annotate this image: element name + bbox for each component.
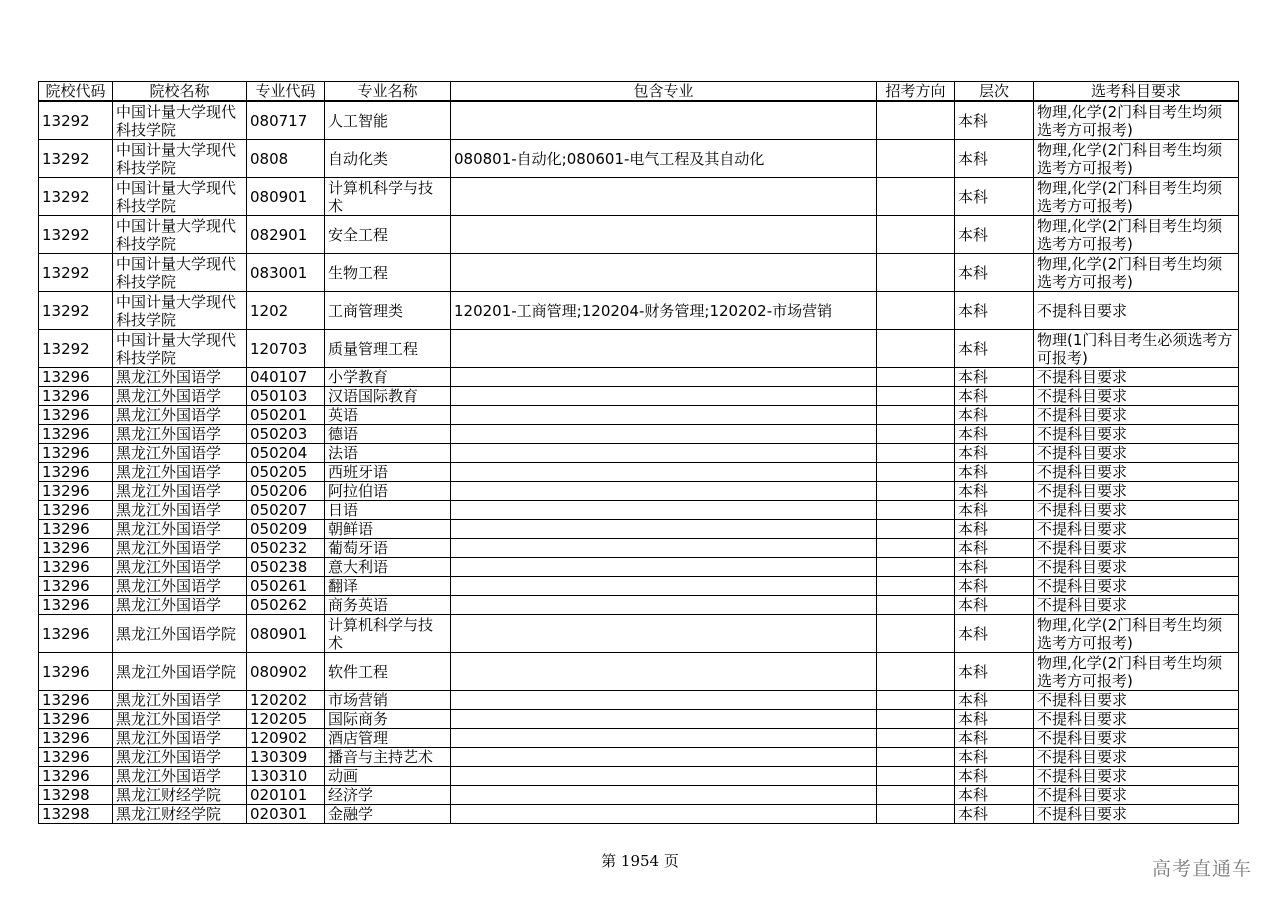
cell-major-code: 080717 (247, 101, 325, 140)
table-row (39, 444, 1239, 463)
cell-major-name: 生物工程 (325, 254, 451, 292)
cell-included-majors (451, 425, 877, 444)
cell-major-name: 小学教育 (325, 368, 451, 387)
table-row (39, 368, 1239, 387)
cell-major-name: 计算机科学与技术 (325, 615, 451, 653)
cell-direction (877, 539, 955, 558)
cell-subject-requirement: 物理,化学(2门科目考生均须选考方可报考) (1034, 101, 1239, 140)
cell-school-code: 13296 (39, 691, 113, 710)
cell-direction (877, 691, 955, 710)
cell-level: 本科 (955, 596, 1034, 615)
cell-school-code: 13296 (39, 444, 113, 463)
cell-level: 本科 (955, 330, 1034, 368)
table-row (39, 178, 1239, 216)
header-level: 层次 (955, 82, 1034, 102)
cell-level: 本科 (955, 368, 1034, 387)
cell-direction (877, 368, 955, 387)
cell-major-code: 050209 (247, 520, 325, 539)
cell-major-code: 082901 (247, 216, 325, 254)
cell-school-name: 黑龙江外国语学 (113, 558, 247, 577)
cell-school-name: 黑龙江财经学院 (113, 805, 247, 824)
cell-school-name: 黑龙江外国语学 (113, 501, 247, 520)
cell-school-name: 黑龙江外国语学 (113, 577, 247, 596)
cell-school-code: 13296 (39, 710, 113, 729)
cell-level: 本科 (955, 254, 1034, 292)
cell-direction (877, 330, 955, 368)
table-row (39, 748, 1239, 767)
cell-major-name: 德语 (325, 425, 451, 444)
cell-school-code: 13296 (39, 596, 113, 615)
cell-major-code: 0808 (247, 140, 325, 178)
cell-school-code: 13298 (39, 805, 113, 824)
cell-subject-requirement: 不提科目要求 (1034, 387, 1239, 406)
cell-level: 本科 (955, 786, 1034, 805)
cell-subject-requirement: 不提科目要求 (1034, 767, 1239, 786)
table-row (39, 710, 1239, 729)
cell-subject-requirement: 物理(1门科目考生必须选考方可报考) (1034, 330, 1239, 368)
cell-major-code: 050207 (247, 501, 325, 520)
cell-subject-requirement: 不提科目要求 (1034, 292, 1239, 330)
cell-level: 本科 (955, 178, 1034, 216)
cell-included-majors (451, 368, 877, 387)
cell-direction (877, 767, 955, 786)
cell-major-code: 120703 (247, 330, 325, 368)
cell-direction (877, 178, 955, 216)
cell-level: 本科 (955, 748, 1034, 767)
cell-direction (877, 444, 955, 463)
table-row (39, 387, 1239, 406)
cell-school-code: 13296 (39, 653, 113, 691)
cell-included-majors (451, 558, 877, 577)
cell-school-code: 13296 (39, 368, 113, 387)
cell-level: 本科 (955, 482, 1034, 501)
cell-level: 本科 (955, 729, 1034, 748)
cell-included-majors: 120201-工商管理;120204-财务管理;120202-市场营销 (451, 292, 877, 330)
cell-major-code: 080902 (247, 653, 325, 691)
cell-major-name: 西班牙语 (325, 463, 451, 482)
cell-included-majors (451, 805, 877, 824)
cell-school-code: 13292 (39, 292, 113, 330)
cell-included-majors: 080801-自动化;080601-电气工程及其自动化 (451, 140, 877, 178)
cell-school-code: 13296 (39, 615, 113, 653)
cell-school-code: 13296 (39, 577, 113, 596)
cell-major-code: 050203 (247, 425, 325, 444)
cell-major-code: 130309 (247, 748, 325, 767)
cell-major-name: 葡萄牙语 (325, 539, 451, 558)
cell-major-name: 法语 (325, 444, 451, 463)
cell-subject-requirement: 不提科目要求 (1034, 444, 1239, 463)
table-row (39, 596, 1239, 615)
cell-major-code: 050206 (247, 482, 325, 501)
cell-subject-requirement: 物理,化学(2门科目考生均须选考方可报考) (1034, 653, 1239, 691)
cell-school-name: 黑龙江外国语学 (113, 444, 247, 463)
cell-school-code: 13292 (39, 178, 113, 216)
cell-direction (877, 558, 955, 577)
cell-direction (877, 140, 955, 178)
cell-major-name: 汉语国际教育 (325, 387, 451, 406)
table-row (39, 520, 1239, 539)
cell-direction (877, 463, 955, 482)
cell-school-code: 13292 (39, 216, 113, 254)
cell-school-name: 中国计量大学现代科技学院 (113, 216, 247, 254)
cell-school-name: 中国计量大学现代科技学院 (113, 140, 247, 178)
cell-subject-requirement: 物理,化学(2门科目考生均须选考方可报考) (1034, 178, 1239, 216)
cell-direction (877, 501, 955, 520)
cell-school-code: 13296 (39, 729, 113, 748)
header-major-code: 专业代码 (247, 82, 325, 102)
cell-included-majors (451, 786, 877, 805)
cell-major-name: 阿拉伯语 (325, 482, 451, 501)
cell-school-code: 13296 (39, 387, 113, 406)
table-row (39, 615, 1239, 653)
cell-school-code: 13296 (39, 463, 113, 482)
cell-included-majors (451, 216, 877, 254)
cell-level: 本科 (955, 101, 1034, 140)
cell-included-majors (451, 501, 877, 520)
cell-direction (877, 520, 955, 539)
cell-major-code: 083001 (247, 254, 325, 292)
cell-level: 本科 (955, 406, 1034, 425)
cell-subject-requirement: 不提科目要求 (1034, 596, 1239, 615)
cell-direction (877, 292, 955, 330)
cell-school-name: 黑龙江财经学院 (113, 786, 247, 805)
cell-school-name: 黑龙江外国语学院 (113, 653, 247, 691)
cell-major-code: 020101 (247, 786, 325, 805)
cell-subject-requirement: 物理,化学(2门科目考生均须选考方可报考) (1034, 254, 1239, 292)
cell-major-name: 动画 (325, 767, 451, 786)
header-subject-requirement: 选考科目要求 (1034, 82, 1239, 102)
cell-major-code: 050232 (247, 539, 325, 558)
cell-major-code: 050238 (247, 558, 325, 577)
cell-major-name: 软件工程 (325, 653, 451, 691)
cell-level: 本科 (955, 539, 1034, 558)
cell-major-name: 翻译 (325, 577, 451, 596)
cell-direction (877, 596, 955, 615)
cell-level: 本科 (955, 710, 1034, 729)
cell-major-name: 播音与主持艺术 (325, 748, 451, 767)
cell-major-code: 050261 (247, 577, 325, 596)
cell-major-code: 050262 (247, 596, 325, 615)
cell-subject-requirement: 不提科目要求 (1034, 520, 1239, 539)
cell-subject-requirement: 物理,化学(2门科目考生均须选考方可报考) (1034, 216, 1239, 254)
cell-school-name: 黑龙江外国语学 (113, 748, 247, 767)
cell-included-majors (451, 539, 877, 558)
cell-school-name: 黑龙江外国语学 (113, 767, 247, 786)
cell-major-code: 080901 (247, 178, 325, 216)
cell-major-code: 120205 (247, 710, 325, 729)
cell-subject-requirement: 不提科目要求 (1034, 482, 1239, 501)
cell-major-code: 020301 (247, 805, 325, 824)
cell-school-name: 黑龙江外国语学 (113, 710, 247, 729)
cell-major-code: 080901 (247, 615, 325, 653)
cell-school-code: 13296 (39, 406, 113, 425)
header-major-name: 专业名称 (325, 82, 451, 102)
cell-school-name: 黑龙江外国语学 (113, 387, 247, 406)
cell-school-name: 黑龙江外国语学 (113, 539, 247, 558)
watermark: 高考直通车 (1151, 858, 1252, 880)
cell-major-code: 1202 (247, 292, 325, 330)
cell-school-code: 13292 (39, 140, 113, 178)
cell-school-code: 13292 (39, 101, 113, 140)
table-row (39, 463, 1239, 482)
cell-school-name: 中国计量大学现代科技学院 (113, 178, 247, 216)
cell-direction (877, 710, 955, 729)
cell-school-name: 黑龙江外国语学 (113, 596, 247, 615)
cell-school-code: 13292 (39, 330, 113, 368)
cell-major-code: 050201 (247, 406, 325, 425)
cell-subject-requirement: 不提科目要求 (1034, 368, 1239, 387)
cell-level: 本科 (955, 577, 1034, 596)
cell-school-name: 黑龙江外国语学 (113, 463, 247, 482)
cell-level: 本科 (955, 558, 1034, 577)
cell-direction (877, 387, 955, 406)
cell-included-majors (451, 482, 877, 501)
cell-school-name: 中国计量大学现代科技学院 (113, 254, 247, 292)
cell-major-code: 040107 (247, 368, 325, 387)
cell-level: 本科 (955, 216, 1034, 254)
cell-included-majors (451, 691, 877, 710)
table-row (39, 406, 1239, 425)
cell-level: 本科 (955, 805, 1034, 824)
cell-major-code: 130310 (247, 767, 325, 786)
cell-major-name: 酒店管理 (325, 729, 451, 748)
cell-direction (877, 729, 955, 748)
cell-included-majors (451, 444, 877, 463)
page-number: 第 1954 页 (601, 852, 679, 870)
cell-subject-requirement: 不提科目要求 (1034, 425, 1239, 444)
cell-subject-requirement: 不提科目要求 (1034, 406, 1239, 425)
cell-level: 本科 (955, 653, 1034, 691)
cell-direction (877, 653, 955, 691)
cell-direction (877, 425, 955, 444)
cell-major-code: 120202 (247, 691, 325, 710)
cell-direction (877, 805, 955, 824)
cell-major-name: 商务英语 (325, 596, 451, 615)
table-row (39, 729, 1239, 748)
cell-school-name: 黑龙江外国语学 (113, 729, 247, 748)
cell-direction (877, 748, 955, 767)
cell-subject-requirement: 不提科目要求 (1034, 463, 1239, 482)
cell-direction (877, 615, 955, 653)
cell-school-code: 13298 (39, 786, 113, 805)
cell-subject-requirement: 物理,化学(2门科目考生均须选考方可报考) (1034, 615, 1239, 653)
cell-included-majors (451, 767, 877, 786)
cell-major-code: 050204 (247, 444, 325, 463)
cell-major-name: 经济学 (325, 786, 451, 805)
cell-subject-requirement: 不提科目要求 (1034, 558, 1239, 577)
cell-included-majors (451, 729, 877, 748)
cell-subject-requirement: 不提科目要求 (1034, 729, 1239, 748)
cell-included-majors (451, 406, 877, 425)
cell-included-majors (451, 653, 877, 691)
cell-school-name: 中国计量大学现代科技学院 (113, 292, 247, 330)
cell-school-name: 黑龙江外国语学院 (113, 615, 247, 653)
table-row (39, 292, 1239, 330)
cell-level: 本科 (955, 292, 1034, 330)
cell-major-name: 金融学 (325, 805, 451, 824)
cell-direction (877, 254, 955, 292)
cell-school-name: 黑龙江外国语学 (113, 406, 247, 425)
cell-school-name: 黑龙江外国语学 (113, 520, 247, 539)
cell-included-majors (451, 577, 877, 596)
header-school-name: 院校名称 (113, 82, 247, 102)
cell-included-majors (451, 463, 877, 482)
cell-included-majors (451, 520, 877, 539)
cell-level: 本科 (955, 501, 1034, 520)
table-row (39, 501, 1239, 520)
cell-direction (877, 216, 955, 254)
table-row (39, 425, 1239, 444)
cell-major-name: 市场营销 (325, 691, 451, 710)
cell-subject-requirement: 物理,化学(2门科目考生均须选考方可报考) (1034, 140, 1239, 178)
cell-level: 本科 (955, 767, 1034, 786)
cell-school-name: 黑龙江外国语学 (113, 425, 247, 444)
cell-major-name: 国际商务 (325, 710, 451, 729)
cell-school-code: 13292 (39, 254, 113, 292)
table-row (39, 140, 1239, 178)
cell-level: 本科 (955, 387, 1034, 406)
table-row (39, 330, 1239, 368)
cell-major-name: 英语 (325, 406, 451, 425)
cell-subject-requirement: 不提科目要求 (1034, 748, 1239, 767)
cell-level: 本科 (955, 520, 1034, 539)
cell-subject-requirement: 不提科目要求 (1034, 539, 1239, 558)
cell-major-code: 120902 (247, 729, 325, 748)
header-row (39, 82, 1239, 102)
cell-school-code: 13296 (39, 501, 113, 520)
cell-major-name: 自动化类 (325, 140, 451, 178)
cell-school-name: 中国计量大学现代科技学院 (113, 101, 247, 140)
table-header (39, 82, 1239, 102)
table-row (39, 539, 1239, 558)
cell-school-name: 黑龙江外国语学 (113, 482, 247, 501)
cell-major-name: 安全工程 (325, 216, 451, 254)
table-row (39, 691, 1239, 710)
table-row (39, 767, 1239, 786)
cell-direction (877, 482, 955, 501)
cell-major-name: 质量管理工程 (325, 330, 451, 368)
cell-major-name: 朝鲜语 (325, 520, 451, 539)
cell-included-majors (451, 254, 877, 292)
cell-school-name: 黑龙江外国语学 (113, 691, 247, 710)
cell-subject-requirement: 不提科目要求 (1034, 786, 1239, 805)
header-included-majors: 包含专业 (451, 82, 877, 102)
table-row (39, 577, 1239, 596)
cell-school-code: 13296 (39, 558, 113, 577)
cell-school-code: 13296 (39, 520, 113, 539)
cell-level: 本科 (955, 425, 1034, 444)
table-row (39, 805, 1239, 824)
cell-subject-requirement: 不提科目要求 (1034, 710, 1239, 729)
admission-table (38, 81, 1239, 824)
cell-major-name: 工商管理类 (325, 292, 451, 330)
table-row (39, 482, 1239, 501)
table-body (39, 101, 1239, 824)
header-direction: 招考方向 (877, 82, 955, 102)
cell-school-code: 13296 (39, 482, 113, 501)
cell-school-code: 13296 (39, 425, 113, 444)
cell-major-code: 050205 (247, 463, 325, 482)
cell-level: 本科 (955, 140, 1034, 178)
cell-school-code: 13296 (39, 539, 113, 558)
cell-direction (877, 786, 955, 805)
table-row (39, 786, 1239, 805)
cell-included-majors (451, 330, 877, 368)
table-row (39, 558, 1239, 577)
header-school-code: 院校代码 (39, 82, 113, 102)
cell-direction (877, 406, 955, 425)
cell-included-majors (451, 596, 877, 615)
cell-level: 本科 (955, 463, 1034, 482)
cell-direction (877, 101, 955, 140)
cell-included-majors (451, 387, 877, 406)
cell-level: 本科 (955, 444, 1034, 463)
cell-major-name: 日语 (325, 501, 451, 520)
cell-included-majors (451, 748, 877, 767)
table-row (39, 101, 1239, 140)
cell-level: 本科 (955, 691, 1034, 710)
cell-major-name: 意大利语 (325, 558, 451, 577)
cell-school-name: 中国计量大学现代科技学院 (113, 330, 247, 368)
cell-subject-requirement: 不提科目要求 (1034, 691, 1239, 710)
cell-subject-requirement: 不提科目要求 (1034, 577, 1239, 596)
table-row (39, 216, 1239, 254)
cell-included-majors (451, 178, 877, 216)
cell-subject-requirement: 不提科目要求 (1034, 501, 1239, 520)
cell-major-name: 计算机科学与技术 (325, 178, 451, 216)
cell-level: 本科 (955, 615, 1034, 653)
cell-school-code: 13296 (39, 748, 113, 767)
cell-school-name: 黑龙江外国语学 (113, 368, 247, 387)
cell-major-name: 人工智能 (325, 101, 451, 140)
cell-included-majors (451, 101, 877, 140)
cell-direction (877, 577, 955, 596)
table-row (39, 653, 1239, 691)
cell-subject-requirement: 不提科目要求 (1034, 805, 1239, 824)
cell-included-majors (451, 615, 877, 653)
table-row (39, 254, 1239, 292)
cell-major-code: 050103 (247, 387, 325, 406)
cell-school-code: 13296 (39, 767, 113, 786)
cell-included-majors (451, 710, 877, 729)
